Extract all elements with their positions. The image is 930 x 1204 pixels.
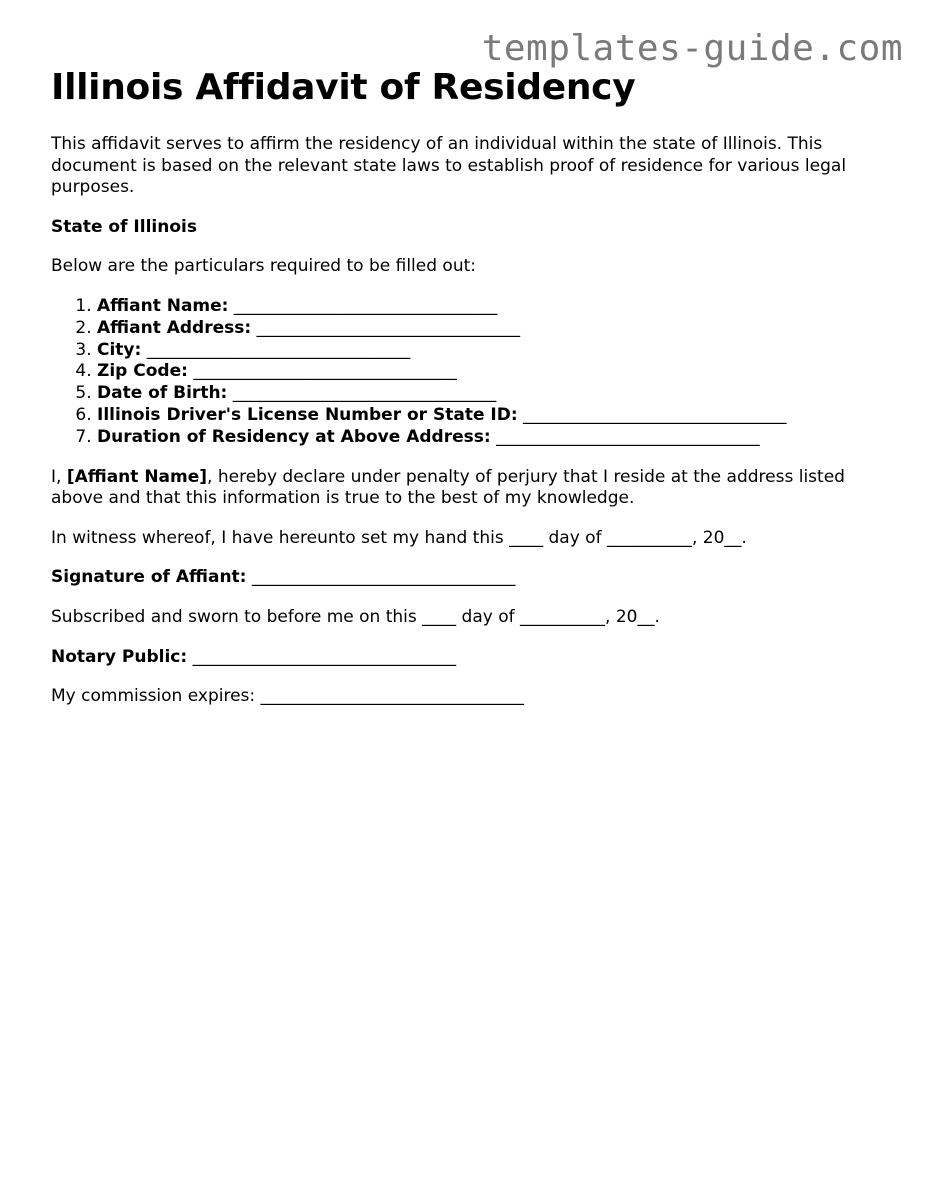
fill-in-blank[interactable]: _______________________________ xyxy=(146,339,411,360)
instructions-text: Below are the particulars required to be filled out: xyxy=(51,256,476,277)
field-label: Zip Code: xyxy=(97,361,188,382)
field-license-number xyxy=(97,405,881,427)
notary-line xyxy=(51,647,881,669)
witness-text: In witness whereof, I have hereunto set my hand this ____ day of __________, 20__. xyxy=(51,527,747,548)
field-label: Affiant Name: xyxy=(97,295,229,316)
fill-in-blank[interactable]: _______________________________ xyxy=(256,317,521,338)
fill-in-blank[interactable]: _______________________________ xyxy=(496,426,760,447)
field-label: Date of Birth: xyxy=(97,383,228,404)
signature-line xyxy=(51,567,881,589)
notary-blank[interactable]: _______________________________ xyxy=(192,646,457,667)
field-residency-duration xyxy=(97,427,881,449)
field-label: Duration of Residency at Above Address: xyxy=(97,426,491,447)
field-affiant-name xyxy=(97,296,881,318)
state-heading: State of Illinois xyxy=(51,216,197,237)
field-city xyxy=(97,340,881,362)
fields-list xyxy=(51,296,881,449)
fill-in-blank[interactable]: _______________________________ xyxy=(523,404,787,425)
declaration-text: , hereby declare under penalty of perjury that I reside at the address listed above and that this information is true to the best of my knowledge. xyxy=(51,466,845,509)
field-zip-code xyxy=(97,361,881,383)
affiant-name-placeholder: [Affiant Name] xyxy=(66,466,208,487)
field-label: Illinois Driver's License Number or State ID: xyxy=(97,404,518,425)
fill-in-blank[interactable]: _______________________________ xyxy=(233,295,498,316)
fill-in-blank[interactable]: _______________________________ xyxy=(193,361,457,382)
watermark: templates-guide.com xyxy=(481,28,903,69)
signature-label: Signature of Affiant: xyxy=(51,567,247,588)
intro-paragraph: This affidavit serves to affirm the residency of an individual within the state of Illinois. This document is based on the relevant state laws to establish proof of residence for various legal purposes. xyxy=(51,134,847,198)
notary-label: Notary Public: xyxy=(51,646,188,667)
field-label: Affiant Address: xyxy=(97,317,252,338)
signature-blank[interactable]: _______________________________ xyxy=(251,567,516,588)
sworn-text: Subscribed and sworn to before me on this ____ day of __________, 20__. xyxy=(51,606,660,627)
fill-in-blank[interactable]: _______________________________ xyxy=(232,383,497,404)
declaration-prefix: I, xyxy=(51,466,67,487)
commission-blank[interactable]: _______________________________ xyxy=(260,686,525,707)
field-date-of-birth xyxy=(97,383,881,405)
declaration-paragraph xyxy=(51,467,881,510)
document-page xyxy=(51,64,881,708)
document-title: Illinois Affidavit of Residency xyxy=(51,67,636,108)
commission-label: My commission expires: xyxy=(51,686,256,707)
field-affiant-address xyxy=(97,318,881,340)
field-label: City: xyxy=(97,339,142,360)
commission-line xyxy=(51,686,881,708)
